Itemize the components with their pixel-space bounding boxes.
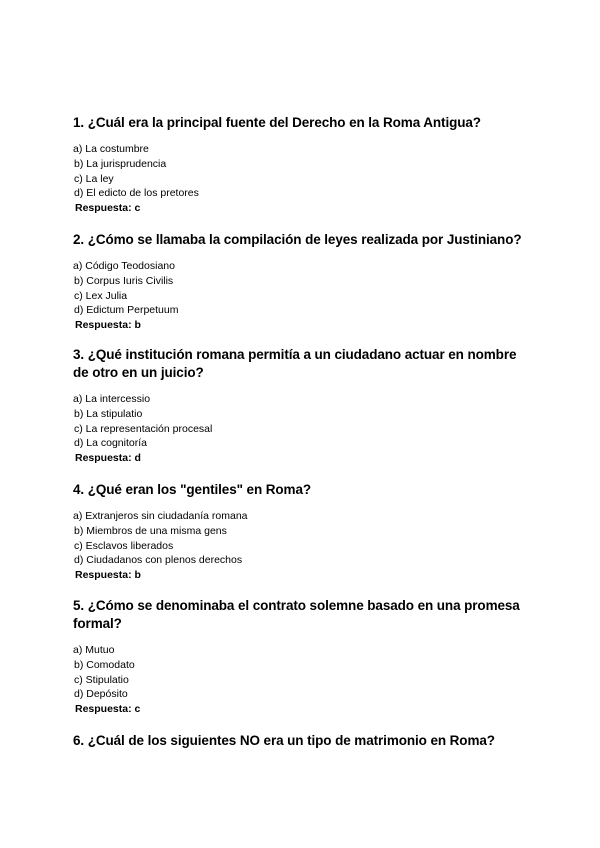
option-a: a) La costumbre <box>73 143 149 155</box>
option-a: a) Código Teodosiano <box>73 260 175 272</box>
option-c: c) Esclavos liberados <box>74 539 174 552</box>
question-title: 1. ¿Cuál era la principal fuente del Derecho en la Roma Antigua? <box>73 115 481 130</box>
option-c: c) Stipulatio <box>74 673 129 686</box>
question-title: 5. ¿Cómo se denominaba el contrato solemne basado en una promesa formal? <box>73 598 520 631</box>
option-d: d) Ciudadanos con plenos derechos <box>74 554 243 567</box>
option-c: c) La ley <box>74 172 114 185</box>
question-5 <box>73 597 533 717</box>
option-d: d) Edictum Perpetuum <box>74 304 179 317</box>
question-6 <box>73 732 533 750</box>
answer-label: Respuesta: d <box>75 452 141 465</box>
options-list <box>73 509 533 583</box>
option-a: a) Mutuo <box>73 644 115 656</box>
option-a: a) Extranjeros sin ciudadanía romana <box>73 510 248 522</box>
options-list <box>73 392 533 466</box>
option-b: b) La stipulatio <box>74 407 143 420</box>
question-title: 4. ¿Qué eran los "gentiles" en Roma? <box>73 482 312 497</box>
question-4 <box>73 481 533 583</box>
option-d: d) Depósito <box>74 688 128 701</box>
question-1 <box>73 114 533 216</box>
option-b: b) Miembros de una misma gens <box>74 524 227 537</box>
answer-label: Respuesta: b <box>75 569 141 582</box>
question-3 <box>73 346 533 466</box>
question-title: 2. ¿Cómo se llamaba la compilación de leyes realizada por Justiniano? <box>73 232 522 247</box>
answer-label: Respuesta: c <box>75 703 141 716</box>
option-d: d) La cognitoría <box>74 437 147 450</box>
answer-label: Respuesta: b <box>75 319 141 332</box>
option-b: b) Comodato <box>74 658 135 671</box>
question-title: 3. ¿Qué institución romana permitía a un ciudadano actuar en nombre de otro en un juicio? <box>73 347 517 380</box>
options-list <box>73 259 533 333</box>
options-list <box>73 142 533 216</box>
option-c: c) Lex Julia <box>74 289 128 302</box>
answer-label: Respuesta: c <box>75 202 141 215</box>
option-c: c) La representación procesal <box>74 422 213 435</box>
option-b: b) La jurisprudencia <box>74 157 167 170</box>
question-title: 6. ¿Cuál de los siguientes NO era un tipo de matrimonio en Roma? <box>73 733 495 748</box>
question-2 <box>73 231 533 333</box>
option-d: d) El edicto de los pretores <box>74 187 199 200</box>
option-b: b) Corpus Iuris Civilis <box>74 274 174 287</box>
option-a: a) La intercessio <box>73 393 151 405</box>
options-list <box>73 643 533 717</box>
